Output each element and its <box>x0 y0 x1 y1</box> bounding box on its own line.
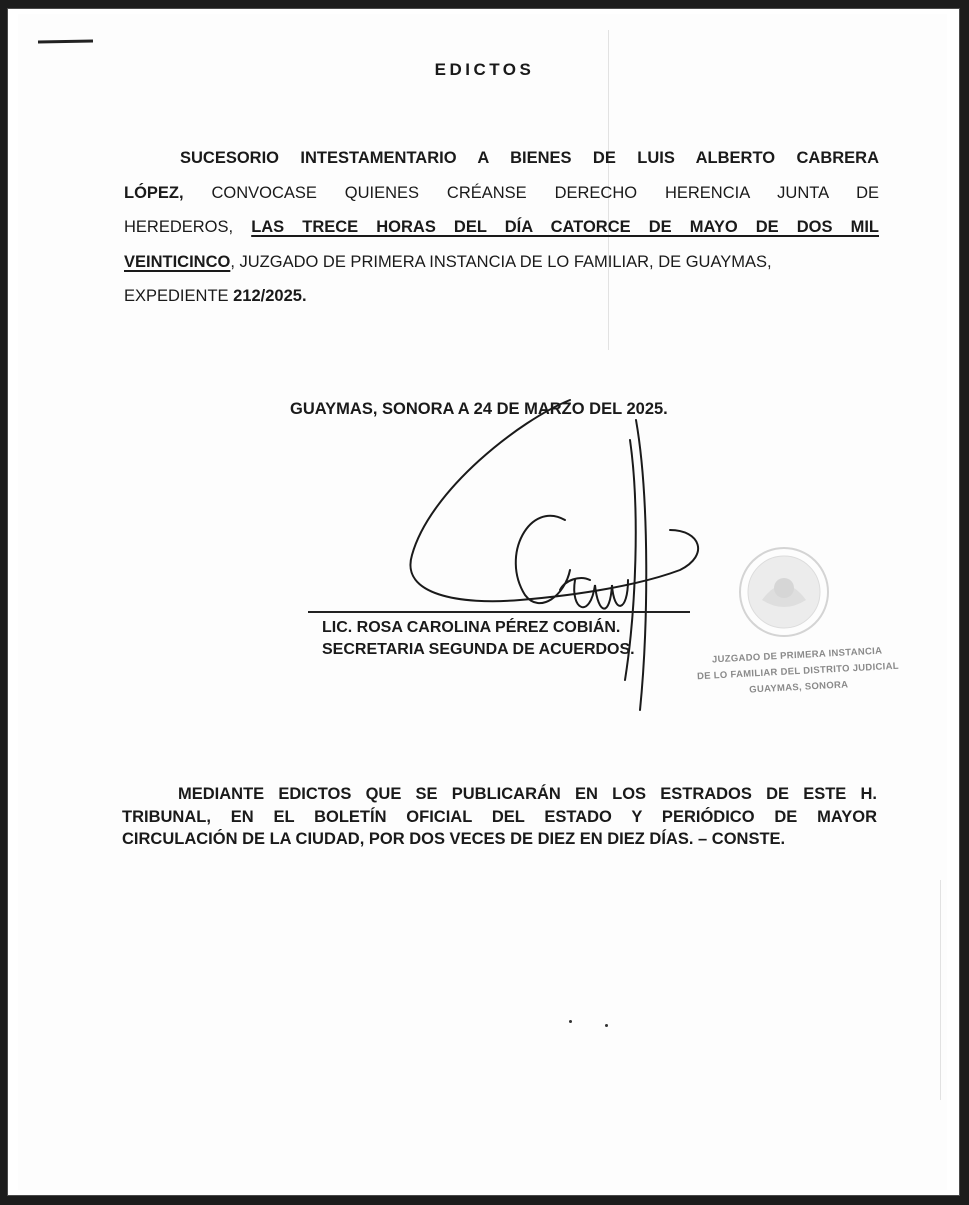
body-line-5 <box>124 279 879 314</box>
body-text: HEREDEROS, <box>124 218 234 236</box>
hearing-date-text: VEINTICINCO <box>124 252 231 271</box>
notice-line-1: MEDIANTE EDICTOS QUE SE PUBLICARÁN EN LOS ESTRADOS DE ESTE H. <box>178 785 877 803</box>
notice-line-3: CIRCULACIÓN DE LA CIUDAD, POR DOS VECES DE DIEZ EN DIEZ DÍAS. – CONSTE. <box>122 830 786 848</box>
hearing-date-text: LAS TRECE HORAS DEL DÍA CATORCE DE MAYO DE DOS MIL <box>251 218 879 236</box>
body-text: , JUZGADO DE PRIMERA INSTANCIA DE LO FAMILIAR, DE GUAYMAS, <box>230 252 772 271</box>
case-number: 212/2025. <box>233 287 307 305</box>
body-text: LÓPEZ, <box>124 183 184 202</box>
body-text: EXPEDIENTE <box>124 287 234 305</box>
court-seal-image <box>732 540 837 645</box>
signer-block <box>322 617 635 661</box>
body-line-2 <box>124 176 879 211</box>
body-text: CONVOCASE QUIENES CRÉANSE DERECHO HERENCIA JUNTA DE <box>183 183 879 202</box>
scan-speck <box>605 1024 608 1027</box>
place-date: GUAYMAS, SONORA A 24 DE MARZO DEL 2025. <box>290 400 668 418</box>
signer-name: LIC. ROSA CAROLINA PÉREZ COBIÁN. <box>322 619 621 636</box>
notice-line-2: TRIBUNAL, EN EL BOLETÍN OFICIAL DEL ESTADO Y PERIÓDICO DE MAYOR <box>122 807 877 826</box>
signature-line <box>308 611 690 613</box>
publication-notice <box>122 783 877 851</box>
body-line-3 <box>124 210 879 245</box>
edict-body <box>124 141 879 314</box>
body-line-1: SUCESORIO INTESTAMENTARIO A BIENES DE LUIS ALBERTO CABRERA <box>180 149 879 167</box>
stamp-line: DE LO FAMILIAR DEL DISTRITO JUDICIAL <box>696 660 900 683</box>
scan-speck <box>569 1020 572 1023</box>
document-title: EDICTOS <box>434 60 535 79</box>
signer-role: SECRETARIA SEGUNDA DE ACUERDOS. <box>322 641 635 658</box>
stamp-line: JUZGADO DE PRIMERA INSTANCIA <box>711 645 883 666</box>
signature-image <box>400 380 720 720</box>
body-line-4 <box>124 245 879 280</box>
stamp-line: GUAYMAS, SONORA <box>748 679 849 696</box>
scan-artifact-line <box>940 880 941 1100</box>
